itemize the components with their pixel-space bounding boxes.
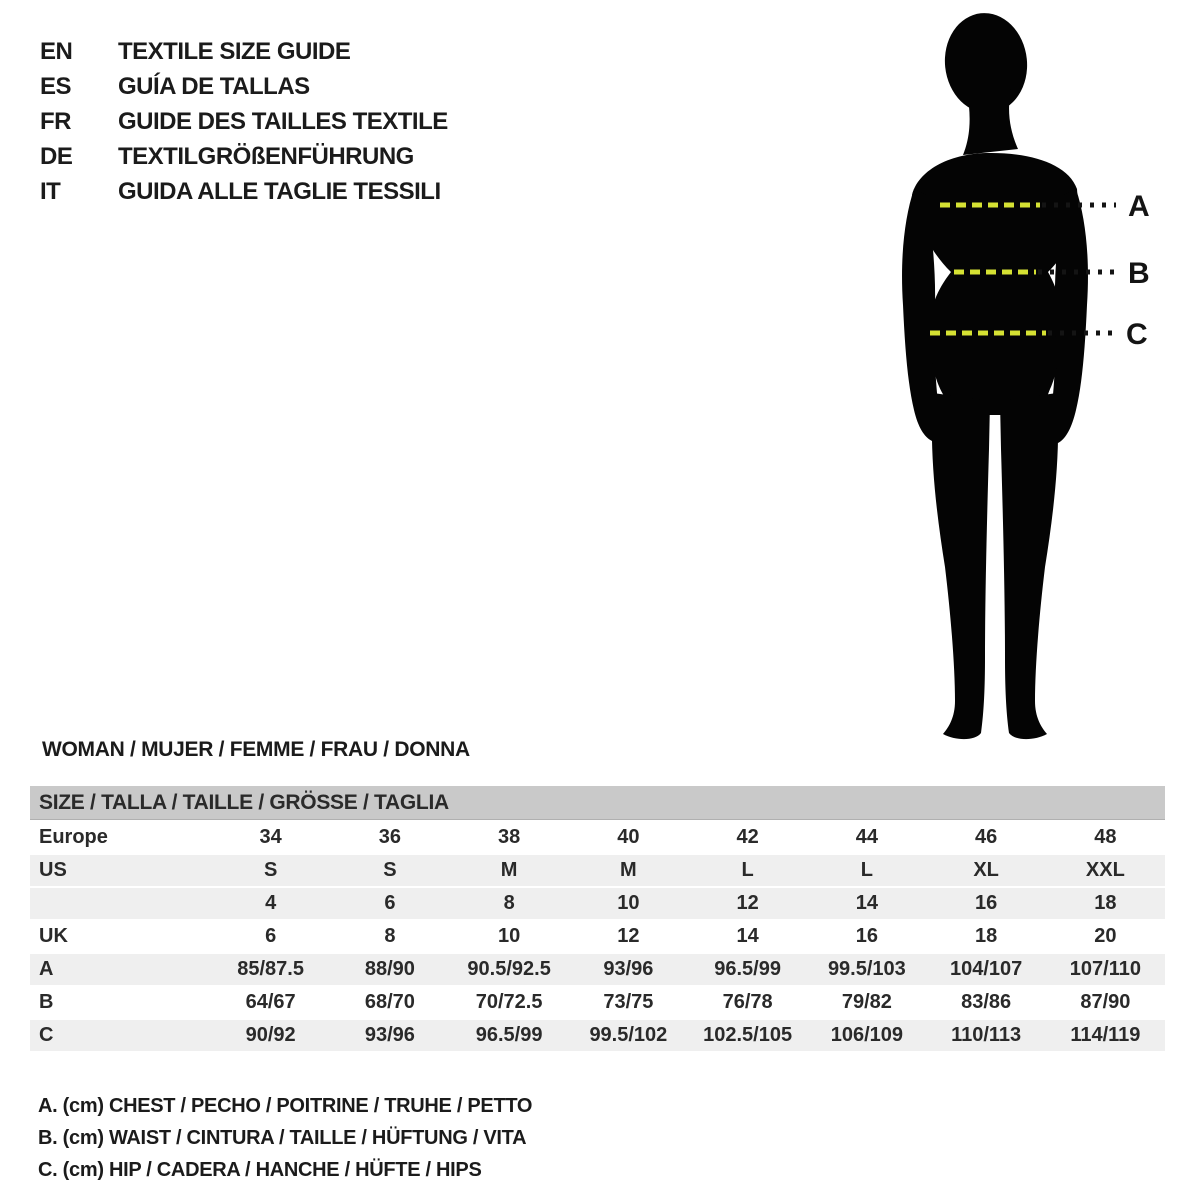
row-label: UK — [39, 925, 68, 947]
size-value-cell: 96.5/99 — [714, 958, 781, 980]
woman-silhouette-icon — [902, 9, 1088, 739]
size-value-cell: 10 — [498, 925, 521, 947]
size-value-cell: 90/92 — [245, 1024, 296, 1046]
size-table — [30, 786, 1165, 1051]
table-row-a — [30, 952, 1165, 985]
size-value-cell: 68/70 — [364, 991, 415, 1013]
size-value-cell: 110/113 — [951, 1024, 1022, 1046]
table-row-b — [30, 985, 1165, 1018]
legend-line: B. (cm) WAIST / CINTURA / TAILLE / HÜFTUNG / VITA — [38, 1127, 527, 1149]
size-value-cell: XL — [973, 859, 999, 881]
size-value-cell: XXL — [1085, 859, 1125, 881]
row-label: Europe — [39, 826, 108, 848]
language-code: ES — [40, 72, 72, 100]
size-value-cell: L — [860, 859, 873, 881]
size-value-cell: 36 — [378, 826, 401, 848]
body-measurement-figure — [870, 5, 1170, 745]
size-value-cell: 34 — [259, 826, 282, 848]
size-value-cell: 102.5/105 — [703, 1024, 793, 1046]
language-title: GUIDA ALLE TAGLIE TESSILI — [118, 177, 441, 205]
size-table-body — [30, 820, 1165, 1051]
language-row-it — [40, 174, 448, 209]
chest-label: A — [1128, 190, 1150, 223]
size-value-cell: 18 — [1094, 892, 1117, 914]
size-value-cell: 70/72.5 — [475, 991, 543, 1013]
legend-line: C. (cm) HIP / CADERA / HANCHE / HÜFTE / HIPS — [38, 1159, 482, 1181]
size-value-cell: 88/90 — [364, 958, 415, 980]
size-value-cell: 16 — [855, 925, 878, 947]
size-value-cell: 64/67 — [245, 991, 296, 1013]
size-value-cell: 10 — [617, 892, 640, 914]
size-value-cell: 14 — [736, 925, 759, 947]
size-value-cell: L — [741, 859, 754, 881]
woman-silhouette-diagram — [870, 5, 1170, 745]
row-label: B — [39, 991, 54, 1013]
measurement-legend — [38, 1090, 532, 1186]
size-value-cell: 73/75 — [603, 991, 654, 1013]
table-row — [30, 886, 1165, 919]
language-title: TEXTILE SIZE GUIDE — [118, 37, 351, 65]
size-value-cell: 6 — [265, 925, 277, 947]
gender-heading: WOMAN / MUJER / FEMME / FRAU / DONNA — [42, 738, 470, 761]
language-row-fr — [40, 104, 448, 139]
language-list — [40, 34, 448, 209]
legend-line: A. (cm) CHEST / PECHO / POITRINE / TRUHE / PETTO — [38, 1095, 533, 1117]
language-title: GUÍA DE TALLAS — [118, 72, 310, 100]
size-value-cell: 40 — [617, 826, 640, 848]
size-value-cell: 99.5/103 — [827, 958, 906, 980]
language-title: TEXTILGRÖßENFÜHRUNG — [118, 142, 414, 170]
size-value-cell: 76/78 — [722, 991, 773, 1013]
size-value-cell: 20 — [1094, 925, 1117, 947]
size-value-cell: 83/86 — [961, 991, 1012, 1013]
language-code: IT — [40, 177, 61, 205]
table-row-europe — [30, 820, 1165, 853]
size-value-cell: 4 — [265, 892, 277, 914]
size-value-cell: 6 — [384, 892, 396, 914]
row-label: US — [39, 859, 67, 881]
table-row-c — [30, 1018, 1165, 1051]
size-value-cell: 12 — [736, 892, 759, 914]
row-label: A — [39, 958, 54, 980]
size-value-cell: 44 — [855, 826, 878, 848]
language-code: EN — [40, 37, 73, 65]
language-code: DE — [40, 142, 73, 170]
hip-label: C — [1126, 318, 1148, 351]
table-row-uk — [30, 919, 1165, 952]
size-value-cell: 8 — [384, 925, 396, 947]
size-value-cell: S — [263, 859, 278, 881]
size-value-cell: M — [620, 859, 637, 881]
language-code: FR — [40, 107, 71, 135]
table-row-us — [30, 853, 1165, 886]
size-value-cell: M — [500, 859, 518, 881]
language-row-en — [40, 34, 448, 69]
size-value-cell: 93/96 — [364, 1024, 415, 1046]
size-value-cell: 18 — [975, 925, 998, 947]
size-value-cell: 99.5/102 — [589, 1024, 668, 1046]
size-table-header: SIZE / TALLA / TAILLE / GRÖSSE / TAGLIA — [30, 786, 1165, 820]
waist-label: B — [1128, 257, 1150, 290]
size-value-cell: 38 — [498, 826, 521, 848]
size-value-cell: 96.5/99 — [475, 1024, 543, 1046]
size-value-cell: 90.5/92.5 — [467, 958, 551, 980]
row-label: C — [39, 1024, 54, 1046]
size-value-cell: 12 — [617, 925, 640, 947]
size-value-cell: 114/119 — [1070, 1024, 1141, 1046]
size-value-cell: 79/82 — [841, 991, 892, 1013]
size-value-cell: 85/87.5 — [237, 958, 304, 980]
size-value-cell: 8 — [503, 892, 515, 914]
language-row-es — [40, 69, 448, 104]
size-value-cell: 106/109 — [830, 1024, 904, 1046]
size-value-cell: 16 — [975, 892, 998, 914]
row-label — [30, 888, 211, 919]
size-value-cell: 46 — [975, 826, 998, 848]
language-title: GUIDE DES TAILLES TEXTILE — [118, 107, 448, 135]
size-value-cell: S — [383, 859, 397, 881]
size-value-cell: 104/107 — [949, 958, 1023, 980]
size-value-cell: 107/110 — [1069, 958, 1141, 980]
size-value-cell: 42 — [736, 826, 759, 848]
size-value-cell: 93/96 — [603, 958, 654, 980]
size-value-cell: 48 — [1094, 826, 1117, 848]
language-row-de — [40, 139, 448, 174]
size-value-cell: 14 — [855, 892, 878, 914]
size-value-cell: 87/90 — [1080, 991, 1131, 1013]
